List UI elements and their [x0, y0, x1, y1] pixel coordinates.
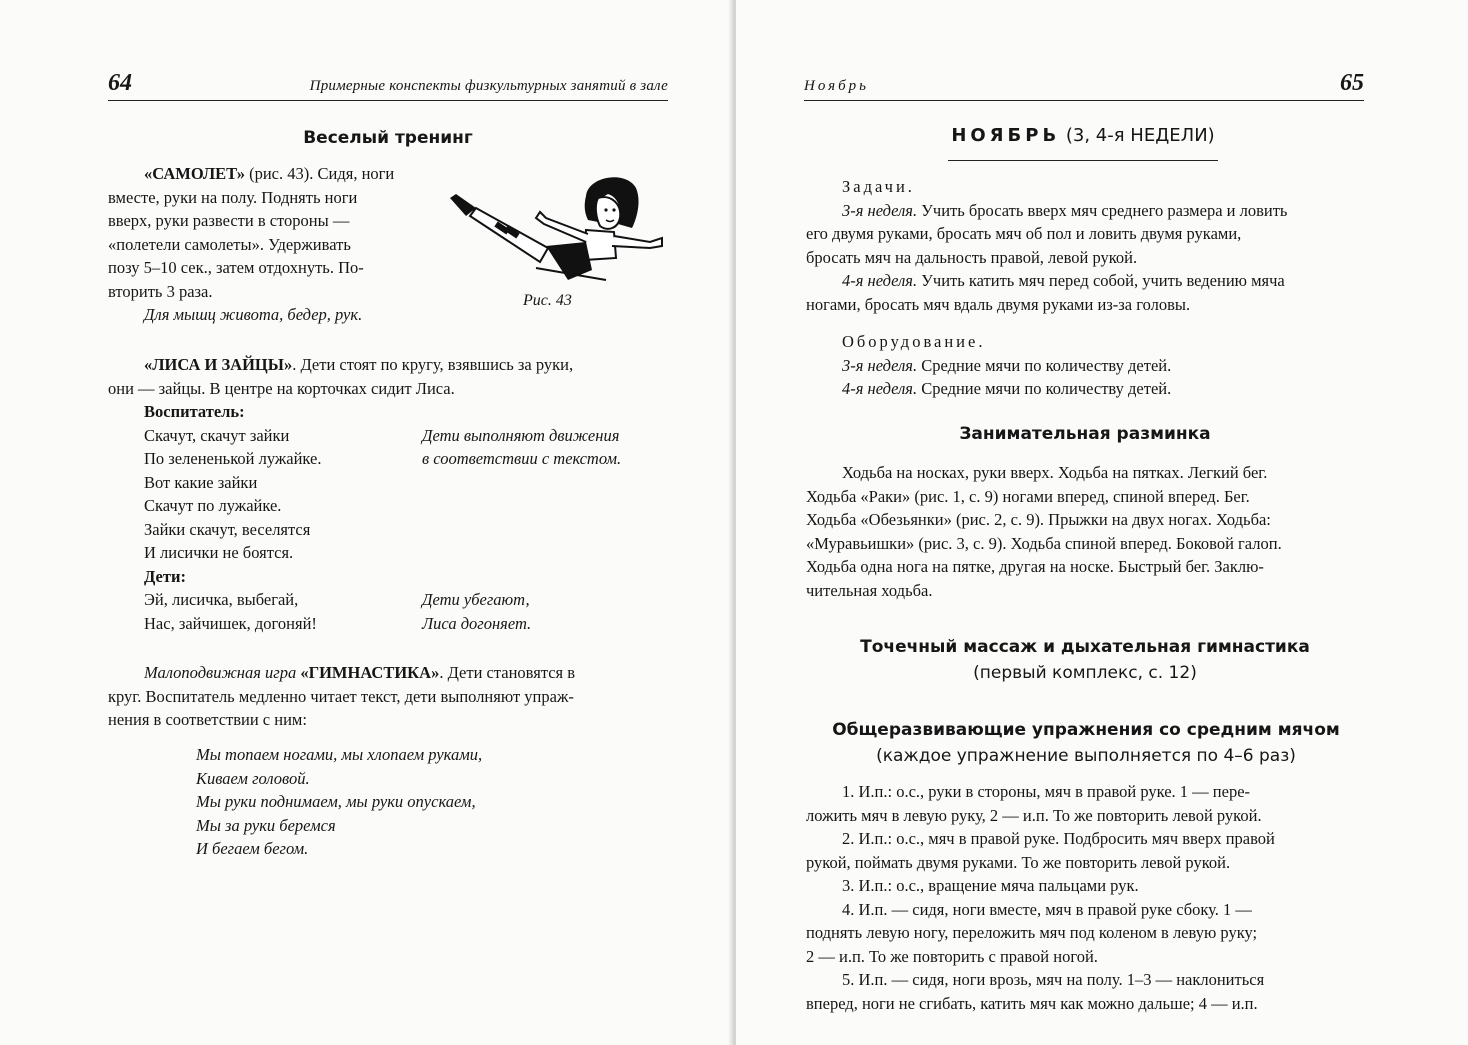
week-label: 3-я неделя.	[842, 200, 918, 220]
running-title: Примерные конспекты физкультурных занятий в зале	[309, 78, 668, 94]
verse-line: Вот какие зайки	[144, 472, 258, 492]
verse-line: Мы руки поднимаем, мы руки опускаем,	[196, 792, 476, 811]
month-heading	[948, 125, 1218, 146]
verse-line: Зайки скачут, веселятся	[144, 519, 311, 539]
text-line: круг. Воспитатель медленно читает текст, дети выполняют упраж-	[108, 686, 574, 706]
exercise-line: 4. И.п. — сидя, ноги вместе, мяч в правой руке сбоку. 1 —	[842, 899, 1252, 919]
heading-rule	[948, 160, 1218, 161]
exercise-line: поднять левую ногу, переложить мяч под коленом в левую руку;	[806, 923, 1258, 942]
verse-block-1	[144, 400, 404, 635]
verse-line: Скачут, скачут зайки	[144, 425, 290, 445]
text-line: вторить 3 раза.	[108, 281, 213, 301]
exercise-line: 5. И.п. — сидя, ноги врозь, мяч на полу. 1–3 — наклониться	[842, 970, 1265, 989]
exercises-subtitle: (каждое упражнение выполняется по 4–6 раз)	[876, 746, 1296, 766]
direction-line: в соответствии с текстом.	[422, 449, 622, 468]
week-label: 4-я неделя.	[842, 271, 918, 290]
massage-title: Точечный массаж и дыхательная гимнастика	[860, 637, 1310, 657]
month-weeks: (3, 4-я НЕДЕЛИ)	[1060, 125, 1215, 146]
exercise-line: 1. И.п.: о.с., руки в стороны, мяч в правой руке. 1 — пере-	[842, 782, 1251, 801]
text-line: они — зайцы. В центре на корточках сидит Лиса.	[108, 378, 455, 398]
exercise-list	[806, 780, 1368, 1015]
text-line: вместе, руки на полу. Поднять ноги	[108, 187, 358, 207]
direction-line: Лиса догоняет.	[422, 613, 532, 633]
text-line: нения в соответствии с ним:	[108, 710, 307, 729]
text-line: чительная ходьба.	[806, 580, 933, 600]
text-line: Ходьба «Раки» (рис. 1, с. 9) ногами вперед, спиной вперед. Бег.	[806, 486, 1250, 506]
text-line: «Муравьишки» (рис. 3, с. 9). Ходьба спиной вперед. Боковой галоп.	[806, 533, 1282, 553]
text-line: позу 5–10 сек., затем отдохнуть. По-	[108, 258, 364, 277]
direction-line: Дети убегают,	[422, 590, 530, 609]
warmup-title: Занимательная разминка	[959, 424, 1211, 444]
text-line: Средние мячи по количеству детей.	[917, 355, 1172, 375]
text-line: (рис. 43). Сидя, ноги	[244, 164, 395, 183]
week-label: 4-я неделя.	[842, 379, 918, 398]
game-name: «ГИМНАСТИКА»	[300, 663, 440, 682]
left-running-head	[108, 70, 668, 101]
massage-subtitle: (первый комплекс, с. 12)	[973, 663, 1197, 683]
text-line: Учить катить мяч перед собой, учить ведению мяча	[917, 271, 1285, 290]
speaker-label: Воспитатель:	[144, 402, 245, 421]
gymnastics-verse	[196, 743, 616, 861]
text-line: Ходьба одна нога на пятке, другая на носке. Быстрый бег. Заклю-	[806, 557, 1264, 576]
equipment-block	[806, 330, 1368, 401]
verse-line: По зелененькой лужайке.	[144, 449, 322, 468]
tasks-block	[806, 175, 1368, 316]
left-page	[0, 0, 732, 1045]
verse-line: Скачут по лужайке.	[144, 496, 282, 515]
text-line: Ходьба «Обезьянки» (рис. 2, с. 9). Прыжки на двух ногах. Ходьба:	[806, 510, 1271, 529]
right-page	[736, 0, 1468, 1045]
exercises-title: Общеразвивающие упражнения со средним мячом	[832, 720, 1340, 740]
verse-line: Мы за руки беремся	[196, 815, 336, 835]
exercise-note: Для мышц живота, бедер, рук.	[144, 305, 363, 324]
exercise-line: 2 — и.п. То же повторить с правой ногой.	[806, 946, 1098, 966]
text-line: Учить бросать вверх мяч среднего размера и ловить	[917, 200, 1288, 220]
text-line: ногами, бросать мяч вдаль двумя руками из-за головы.	[806, 294, 1191, 314]
verse-line: Нас, зайчишек, догоняй!	[144, 613, 317, 633]
exercise-line: 2. И.п.: о.с., мяч в правой руке. Подбросить мяч вверх правой	[842, 829, 1275, 848]
stage-direction-1	[422, 424, 682, 471]
verse-line: Киваем головой.	[196, 768, 310, 788]
figure-caption: Рис. 43	[523, 292, 572, 309]
game-name: «ЛИСА И ЗАЙЦЫ»	[144, 355, 293, 374]
equipment-label: Оборудование.	[842, 332, 986, 351]
exercise-line: 3. И.п.: о.с., вращение мяча пальцами рук.	[842, 876, 1139, 895]
verse-line: Эй, лисичка, выбегай,	[144, 590, 299, 609]
game-fox-and-hares	[108, 353, 670, 400]
tasks-label: Задачи.	[842, 177, 915, 196]
game-prefix: Малоподвижная игра	[144, 663, 301, 682]
right-running-head	[804, 70, 1364, 101]
text-line: его двумя руками, бросать мяч об пол и ловить двумя руками,	[806, 224, 1242, 243]
page-number: 64	[108, 70, 132, 96]
exercise-line: ложить мяч в левую руку, 2 — и.п. То же повторить левой рукой.	[806, 805, 1262, 825]
verse-line: Мы топаем ногами, мы хлопаем руками,	[196, 745, 483, 764]
text-line: . Дети становятся в	[439, 663, 576, 682]
running-title: Ноябрь	[804, 78, 869, 94]
text-line: Ходьба на носках, руки вверх. Ходьба на пятках. Легкий бег.	[842, 463, 1268, 482]
verse-line: И бегаем бегом.	[196, 839, 309, 858]
month-name: НОЯБРЬ	[951, 125, 1061, 146]
exercise-line: вперед, ноги не сгибать, катить мяч как можно дальше; 4 — и.п.	[806, 993, 1258, 1013]
text-line: . Дети стоят по кругу, взявшись за руки,	[292, 355, 574, 374]
stage-direction-2	[422, 588, 682, 635]
exercise-line: рукой, поймать двумя руками. То же повторить левой рукой.	[806, 852, 1231, 872]
game-gymnastics	[108, 661, 672, 732]
section-title-training: Веселый тренинг	[303, 128, 473, 148]
text-line: бросать мяч на дальность правой, левой рукой.	[806, 247, 1138, 267]
samolet-exercise	[108, 162, 428, 327]
text-line: Средние мячи по количеству детей.	[917, 379, 1172, 398]
verse-line: И лисички не боятся.	[144, 543, 294, 562]
exercise-name: «САМОЛЕТ»	[144, 164, 245, 183]
girl-airplane-illustration	[436, 168, 676, 298]
text-line: «полетели самолеты». Удерживать	[108, 234, 351, 254]
speaker-label: Дети:	[144, 566, 186, 586]
text-line: вверх, руки развести в стороны —	[108, 211, 350, 230]
direction-line: Дети выполняют движения	[422, 425, 620, 445]
week-label: 3-я неделя.	[842, 355, 918, 375]
warmup-text	[806, 461, 1368, 602]
page-number: 65	[1340, 70, 1364, 96]
